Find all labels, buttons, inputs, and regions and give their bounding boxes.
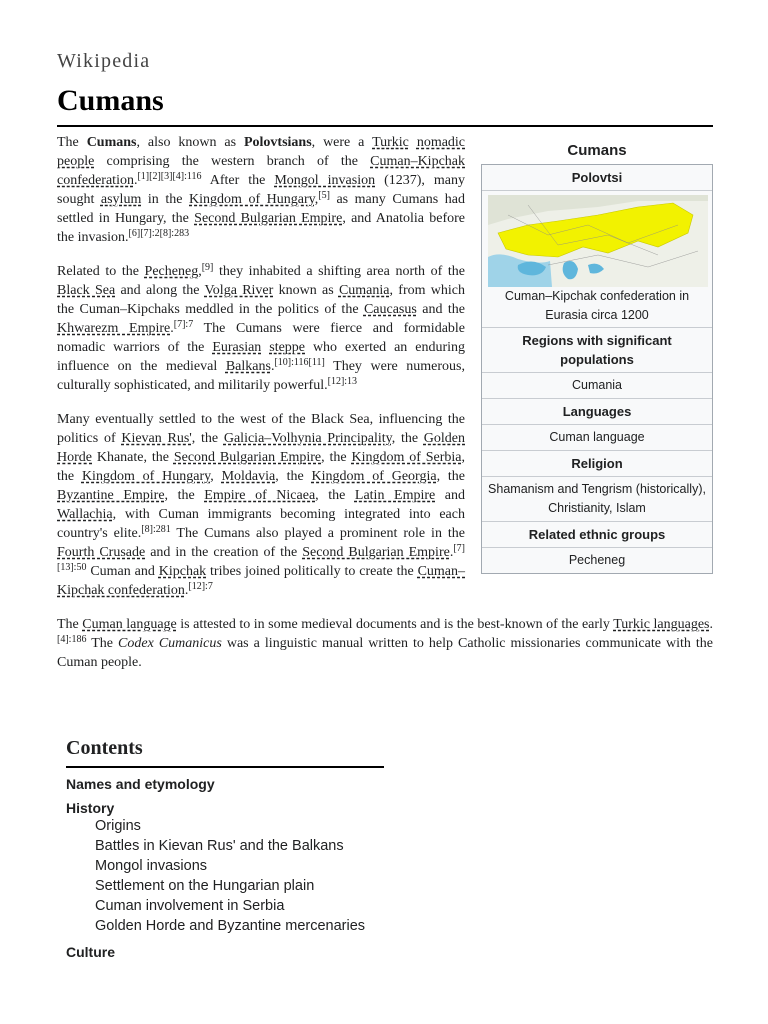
infobox-subtitle: Polovtsi — [571, 170, 623, 185]
article-link[interactable]: Fourth Crusade — [57, 545, 146, 560]
article-link[interactable]: Cuman–Kipchak confederation — [57, 154, 465, 188]
cumania-map-graphic — [488, 195, 708, 287]
text-run: and the — [416, 302, 465, 317]
text-run: , and Anatolia before the invasion. — [57, 211, 465, 245]
article-link[interactable]: Pecheneg — [144, 264, 199, 279]
citation-reference[interactable]: [12]:7 — [188, 581, 213, 592]
article-link[interactable]: Golden Horde — [57, 431, 465, 465]
infobox-map-cell — [482, 190, 712, 327]
text-run: in the — [141, 192, 189, 207]
toc-subsection-link[interactable]: Settlement on the Hungarian plain — [95, 878, 315, 894]
text-run: The Cumans also played a prominent role in the — [170, 526, 465, 541]
text-run: , were a — [311, 135, 373, 150]
text-run: , the — [191, 431, 224, 446]
toc-section-link[interactable]: Names and etymology — [66, 776, 215, 792]
text-run: . — [709, 617, 713, 632]
text-run: . — [449, 545, 454, 560]
citation-reference[interactable]: [8]:281 — [141, 524, 171, 535]
toc-section-link[interactable]: Culture — [66, 944, 115, 960]
text-run: they inhabited a shifting area north of the — [213, 264, 465, 279]
regions-label: Regions with significant populations — [482, 327, 712, 372]
map-caption: Cuman–Kipchak confederation in Eurasia circa 1200 — [504, 289, 690, 322]
text-run: The Cumans were fierce and formidable nomadic warriors of the — [57, 321, 466, 355]
article-link[interactable]: Empire of Nicaea — [204, 488, 316, 503]
text-run: They were numerous, culturally sophisticated, and militarily powerful. — [57, 359, 465, 393]
text-run: was a linguistic manual written to help Catholic missionaries communicate with the Cuman people. — [57, 636, 713, 670]
citation-reference[interactable]: [1][2][3][4]:116 — [137, 171, 202, 182]
text-run: tribes joined politically to create the — [206, 564, 418, 579]
article-link[interactable]: Volga River — [204, 283, 274, 298]
article-link[interactable]: Second Bulgarian Empire — [173, 450, 322, 465]
citation-reference[interactable]: [6][7]:2[8]:283 — [128, 228, 190, 239]
article-link[interactable]: Galicia–Volhynia Principality — [223, 431, 392, 446]
article-link[interactable]: Mongol invasion — [274, 173, 376, 188]
text-run: Khanate, the — [92, 450, 174, 465]
toc-subsection-link[interactable]: Battles in Kievan Rus' and the Balkans — [95, 838, 344, 854]
map-image[interactable] — [488, 195, 708, 287]
toc-section-link[interactable]: History — [66, 800, 115, 816]
text-run: and along the — [115, 283, 205, 298]
regions-value[interactable]: Cumania — [482, 372, 712, 398]
toc-title: Contents — [66, 737, 384, 768]
text-run: , the — [391, 431, 424, 446]
related-groups-label: Related ethnic groups — [482, 521, 712, 547]
text-run: as many Cumans had settled in Hungary, the — [57, 192, 465, 226]
article-link[interactable]: Kingdom of Hungary — [189, 192, 315, 207]
text-run: known as — [273, 283, 339, 298]
paragraph-language — [57, 615, 713, 672]
article-link[interactable]: Byzantine Empire — [57, 488, 165, 503]
article-link[interactable]: Cumania — [338, 283, 390, 298]
bold-term: Cumans — [86, 135, 137, 150]
text-run: Cuman and — [86, 564, 159, 579]
toc-subsection-link[interactable]: Golden Horde and Byzantine mercenaries — [95, 918, 366, 934]
text-run: The — [57, 617, 83, 632]
wikipedia-logo[interactable]: Wikipedia — [57, 50, 151, 72]
article-link[interactable]: Kingdom of Serbia — [351, 450, 462, 465]
article-link[interactable]: asylum — [100, 192, 142, 207]
text-run: , the — [164, 488, 205, 503]
text-run: who exerted an enduring influence on the medieval — [57, 340, 466, 374]
article-link[interactable]: Black Sea — [57, 283, 116, 298]
toc-subsection-link[interactable]: Mongol invasions — [95, 858, 208, 874]
related-groups-value[interactable]: Pecheneg — [482, 547, 712, 573]
text-run: The — [86, 636, 119, 651]
article-link[interactable]: Eurasian — [212, 340, 262, 355]
toc-subsection-link[interactable]: Origins — [95, 818, 141, 834]
text-run: (1237), many sought — [57, 173, 465, 207]
article-link[interactable]: nomadic people — [57, 135, 466, 169]
citation-reference[interactable]: [12]:13 — [327, 376, 358, 387]
text-run: . — [184, 583, 189, 598]
article-link[interactable]: steppe — [269, 340, 306, 355]
text-run: Related to the — [57, 264, 145, 279]
text-run: , — [314, 192, 319, 207]
religion-value[interactable]: Shamanism and Tengrism (historically), Christianity, Islam — [482, 476, 712, 521]
infobox-caption: Cumans — [567, 142, 627, 159]
article-link[interactable]: Second Bulgarian Empire — [302, 545, 450, 560]
text-run: , also known as — [136, 135, 244, 150]
article-link[interactable]: Caucasus — [363, 302, 417, 317]
text-run: is attested to in some medieval documents and is the best-known of the early — [176, 617, 614, 632]
religion-label: Religion — [482, 450, 712, 476]
text-run — [409, 135, 417, 150]
article-link[interactable]: Kipchak — [158, 564, 207, 579]
citation-reference[interactable]: [7][13]:50 — [57, 543, 465, 573]
table-of-contents — [66, 737, 384, 960]
text-run: . — [133, 173, 138, 188]
article-link[interactable]: Kingdom of Hungary — [81, 469, 211, 484]
bold-term: Polovtsians — [243, 135, 312, 150]
text-run: The — [57, 135, 87, 150]
text-run: , the — [436, 469, 466, 484]
article-link[interactable]: Cuman–Kipchak confederation — [57, 564, 466, 598]
text-run: , — [210, 469, 222, 484]
languages-value[interactable]: Cuman language — [482, 424, 712, 450]
text-run: . — [170, 321, 174, 336]
languages-label: Languages — [482, 398, 712, 424]
infobox — [481, 135, 713, 574]
page-title: Cumans — [57, 84, 164, 117]
toc-subsection-link[interactable]: Cuman involvement in Serbia — [95, 898, 285, 914]
article-link[interactable]: Khwarezm Empire — [57, 321, 171, 336]
article-link[interactable]: Second Bulgarian Empire — [194, 211, 343, 226]
text-run: and in the creation of the — [145, 545, 303, 560]
article-link[interactable]: Turkic languages — [613, 617, 710, 632]
text-run: After the — [201, 173, 275, 188]
text-run: comprising the western branch of the — [94, 154, 371, 169]
text-run: , the — [315, 488, 355, 503]
infobox-table — [481, 164, 713, 574]
article-link[interactable]: Moldavia — [221, 469, 276, 484]
text-run: Many eventually settled to the west of the Black Sea, influencing the politics of — [57, 412, 465, 446]
article-link[interactable]: Latin Empire — [354, 488, 436, 503]
text-run: , the — [275, 469, 312, 484]
article-link[interactable]: Kingdom of Georgia — [311, 469, 437, 484]
citation-reference[interactable]: [9] — [201, 262, 214, 273]
article-link[interactable]: Wallachia — [57, 507, 113, 522]
text-run: and — [435, 488, 466, 503]
article-link[interactable]: Kievan Rus' — [121, 431, 192, 446]
title-divider — [57, 125, 713, 127]
article-link[interactable]: Cuman language — [82, 617, 177, 632]
italic-term: Codex Cumanicus — [118, 636, 222, 651]
article-link[interactable]: Turkic — [372, 135, 409, 150]
article-link[interactable]: Balkans — [225, 359, 271, 374]
text-run: , from which the Cuman–Kipchaks meddled in the politics of the — [57, 283, 466, 317]
text-run: , the — [57, 450, 465, 484]
text-run: . — [270, 359, 275, 374]
citation-reference[interactable]: [10]:116[11] — [274, 357, 325, 368]
citation-reference[interactable]: [5] — [318, 190, 330, 201]
text-run: , — [198, 264, 202, 279]
text-run: , with Cuman immigrants becoming integrated into each country's elite. — [57, 507, 465, 541]
citation-reference[interactable]: [4]:186 — [57, 634, 87, 645]
article-body — [57, 133, 713, 687]
text-run: , the — [321, 450, 352, 465]
toc-list — [66, 776, 384, 960]
citation-reference[interactable]: [7]:7 — [173, 319, 194, 330]
